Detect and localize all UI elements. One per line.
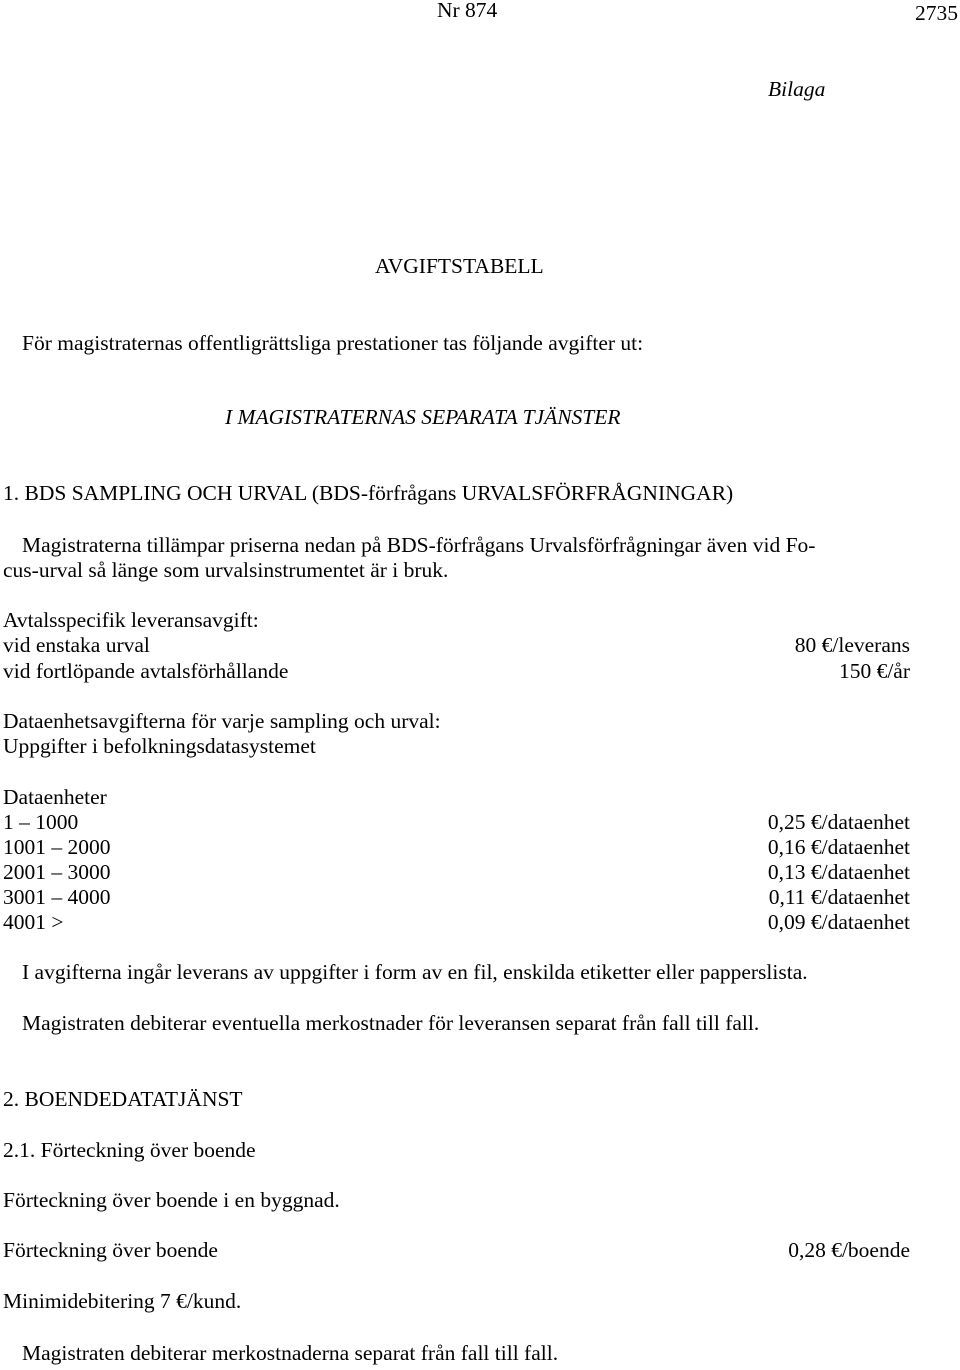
data-unit-range: 4001 > [3, 910, 64, 934]
page-title: AVGIFTSTABELL [375, 254, 544, 278]
data-unit-range: 1 – 1000 [3, 810, 79, 834]
section1-paragraph-line: cus-urval så länge som urvalsinstrumentet är i bruk. [3, 558, 449, 582]
delivery-fee-label: vid enstaka urval [3, 633, 150, 657]
section2-subheading: 2.1. Förteckning över boende [3, 1138, 256, 1162]
appendix-label: Bilaga [768, 77, 826, 101]
section1-paragraph-line: Magistraterna tillämpar priserna nedan på BDS-förfrågans Urvalsförfrågningar även vid Fo- [22, 533, 816, 557]
data-unit-fees-heading: Dataenhetsavgifterna för varje sampling och urval: [3, 709, 441, 733]
section2-description: Förteckning över boende i en byggnad. [3, 1188, 340, 1212]
section1-note: Magistraten debiterar eventuella merkostnader för leveransen separat från fall till fall. [22, 1011, 760, 1035]
document-number: Nr 874 [437, 0, 498, 22]
data-unit-range: 1001 – 2000 [3, 835, 111, 859]
data-unit-price: 0,25 €/dataenhet [767, 810, 910, 834]
data-unit-price: 0,11 €/dataenhet [768, 885, 910, 909]
data-unit-price: 0,09 €/dataenhet [767, 910, 910, 934]
delivery-fee-label: vid fortlöpande avtalsförhållande [3, 659, 289, 683]
section2-note: Magistraten debiterar merkostnaderna separat från fall till fall. [22, 1341, 559, 1365]
delivery-fee-price: 80 €/leverans [794, 633, 910, 657]
section-heading: I MAGISTRATERNAS SEPARATA TJÄNSTER [225, 405, 621, 429]
data-unit-range: 3001 – 4000 [3, 885, 111, 909]
residents-fee-label: Förteckning över boende [3, 1238, 218, 1262]
data-unit-price: 0,13 €/dataenhet [767, 860, 910, 884]
delivery-fee-heading: Avtalsspecifik leveransavgift: [3, 608, 259, 632]
delivery-fee-price: 150 €/år [838, 659, 910, 683]
data-units-column-label: Dataenheter [3, 785, 107, 809]
section1-note: I avgifterna ingår leverans av uppgifter i form av en fil, enskilda etiketter eller papperslista. [22, 960, 808, 984]
section2-heading: 2. BOENDEDATATJÄNST [3, 1087, 243, 1111]
minimum-charge: Minimidebitering 7 €/kund. [3, 1289, 242, 1313]
intro-text: För magistraternas offentligrättsliga prestationer tas följande avgifter ut: [22, 331, 644, 355]
data-unit-range: 2001 – 3000 [3, 860, 111, 884]
residents-fee-price: 0,28 €/boende [788, 1238, 910, 1262]
section1-heading: 1. BDS SAMPLING OCH URVAL (BDS-förfrågans URVALSFÖRFRÅGNINGAR) [3, 481, 734, 505]
data-unit-price: 0,16 €/dataenhet [767, 835, 910, 859]
page-number: 2735 [915, 1, 958, 25]
data-unit-fees-subheading: Uppgifter i befolkningsdatasystemet [3, 734, 316, 758]
